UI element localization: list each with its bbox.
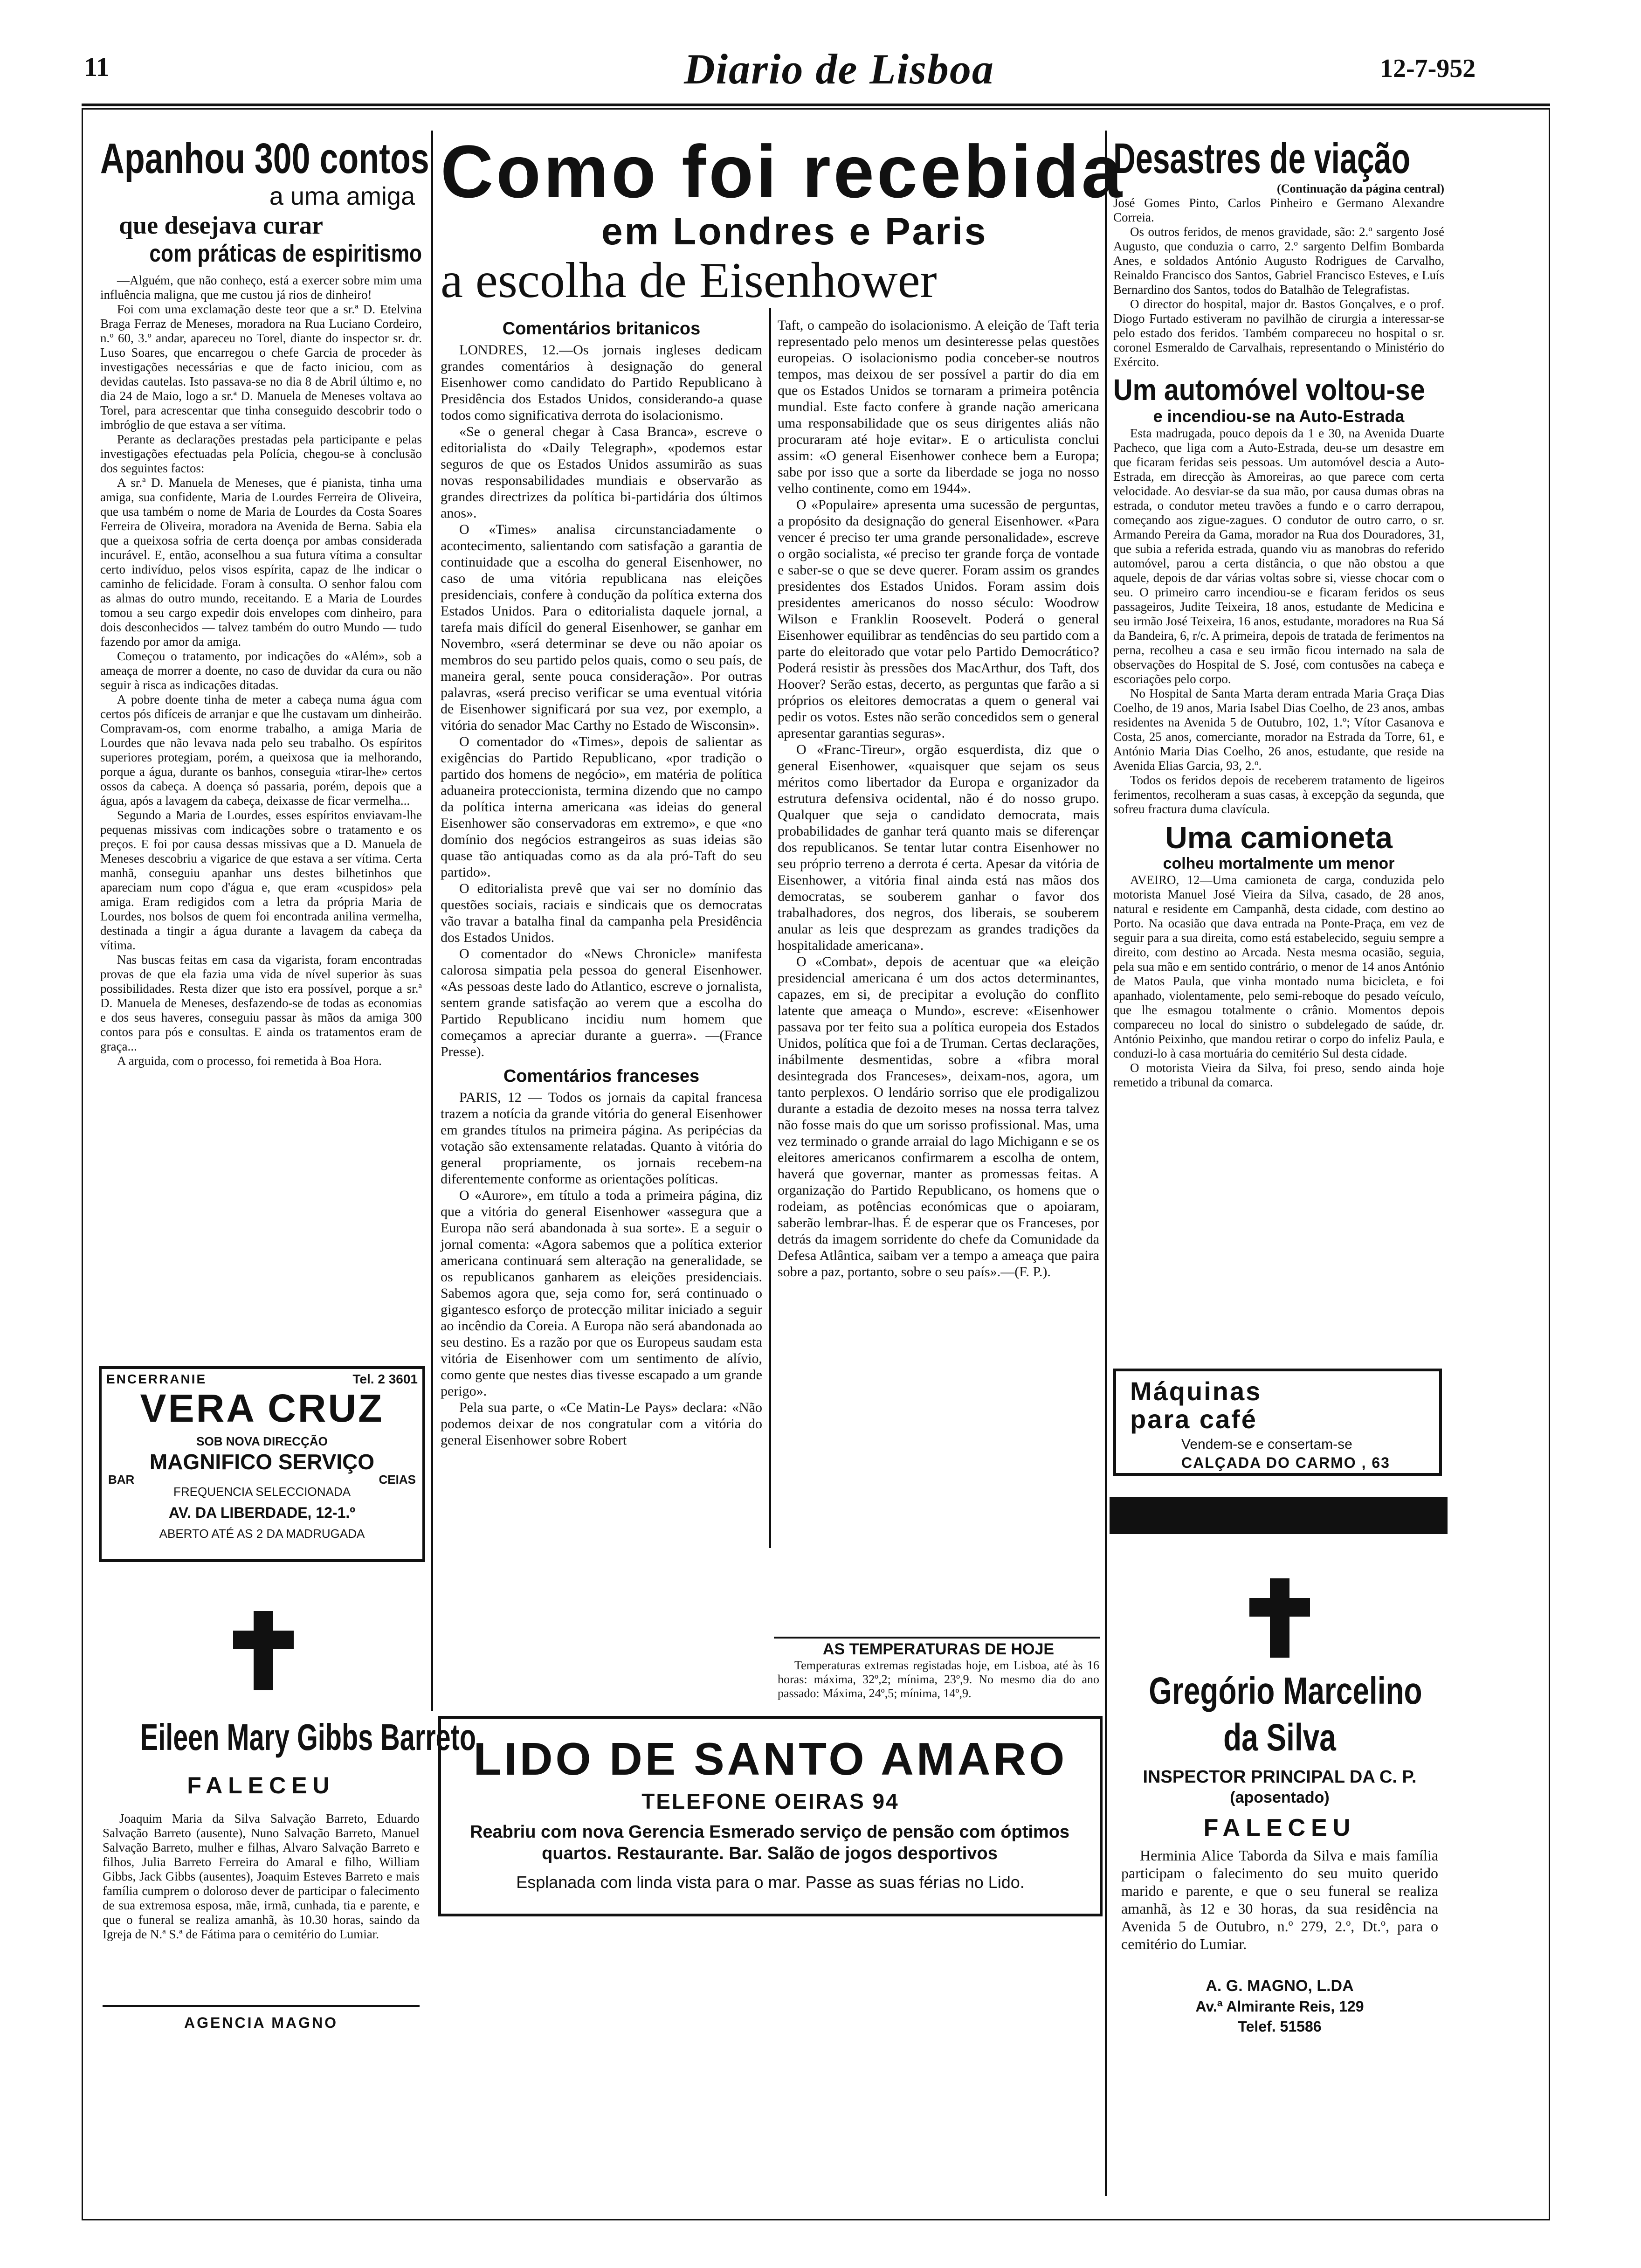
obit2-name-2: da Silva — [1223, 1716, 1336, 1759]
main-deck: a escolha de Eisenhower — [441, 253, 937, 308]
paragraph: José Gomes Pinto, Carlos Pinheiro e Germano Alexandre Correia. — [1113, 196, 1444, 224]
ad-sub3: FREQUENCIA SELECCIONADA — [173, 1485, 351, 1499]
paragraph: O editorialista prevê que vai ser no domínio das questões sociais, raciais e sindicais que os democratas vão travar a batalha final da campanha pela Presidência dos Estados Unidos. — [441, 881, 762, 945]
column-4-article — [1113, 135, 1444, 1090]
paragraph: «Se o general chegar à Casa Branca», escreve o editorialista do «Daily Telegraph», «podemos estar seguros de que os Estados Unidos assumirão as suas novas responsabilidades mundiais e observarão as grandes directrizes da política bi-partidária dos últimos anos». — [441, 424, 762, 521]
vera-cruz-ad — [99, 1366, 425, 1562]
col4-headline-2: Um automóvel voltou-se — [1113, 373, 1425, 407]
fr-body — [441, 1089, 762, 1448]
main-column-2 — [441, 316, 762, 1448]
paragraph: Herminia Alice Taborda da Silva e mais família participam o falecimento do seu muito querido marido e parente, e que o seu funeral se realiza amanhã, às 12 e 30 horas, da sua residência na Avenida 5 de Outubro, n.º 279, 2.º, Dt.º, para o cemitério do Lumiar. — [1121, 1847, 1438, 1952]
col4-body-3 — [1113, 873, 1444, 1090]
temperature-box — [778, 1640, 1099, 1701]
paragraph: Começou o tratamento, por indicações do «Além», sob a ameaça de morrer a doente, no caso de duvidar da cura ou não seguir à risca as indicações ditadas. — [100, 649, 422, 692]
obit1-faleceu: FALECEU — [187, 1772, 335, 1798]
col3-body — [778, 317, 1099, 1280]
obit2-faleceu: FALECEU — [1203, 1814, 1356, 1841]
cafe-line2: para café — [1130, 1404, 1257, 1434]
paragraph: Perante as declarações prestadas pela participante e pelas investigações efectuadas pela Polícia, chegou-se à conclusão dos seguintes factos: — [100, 432, 422, 475]
paragraph: No Hospital de Santa Marta deram entrada Maria Graça Dias Coelho, de 19 anos, Maria Isabel Dias Coelho, de 23 anos, ambas residentes na Avenida 5 de Outubro, 102, 1.º; Vítor Casanova e Costa, 25 anos, comerciante, morador na Estrada da Torre, 61, e António Maria Dias Coelho, 26 anos, estudante, que reside na Avenida Elias Garcia, 93, 2.º. — [1113, 686, 1444, 773]
main-column-3 — [778, 317, 1099, 1280]
paragraph: Joaquim Maria da Silva Salvação Barreto, Eduardo Salvação Barreto (ausente), Nuno Salvação Barreto, Manuel Salvação Barreto, mulher e filhas, Alvaro Salvação Barreto e filhos, Julia Barreto Ferreira do Amaral e filho, William Gibbs, Jack Gibbs (ausentes), Joaquim Esteves Barreto e mais família cumprem o doloroso dever de participar o falecimento de sua extremosa esposa, mãe, irmã, cunhada, tia e parente, e que o funeral se realiza amanhã, às 10.30 horas, saindo da Igreja de N.ª S.ª de Fátima para o cemitério do Lumiar. — [103, 1812, 420, 1941]
obit1-agency: AGENCIA MAGNO — [184, 2014, 338, 2031]
ad-sub2: MAGNIFICO SERVIÇO — [149, 1450, 375, 1474]
cross-icon — [1249, 1578, 1310, 1658]
page-number: 11 — [84, 52, 110, 82]
col1-subheadline-b: que desejava curar — [119, 211, 323, 239]
cafe-black-band — [1110, 1497, 1448, 1534]
lido-line1: Reabriu com nova Gerencia Esmerado serviço de pensão com óptimos quartos. Restaurante. Bar. Salão de jogos desportivos — [469, 1822, 1070, 1863]
masthead-rule — [82, 104, 1550, 106]
col4-body-2 — [1113, 426, 1444, 816]
paragraph: O comentador do «News Chronicle» manifesta calorosa simpatia pela pessoa do general Eisenhower. «As pessoas deste lado do Atlantico, escreve o jornalista, sentem grande satisfação ao verem que a escolha do Partido Republicano incidiu num homem que começamos a apreciar durante a guerra». —(France Presse). — [441, 946, 762, 1059]
paragraph: O «Populaire» apresenta uma sucessão de perguntas, a propósito da designação do general Eisenhower. «Para vencer é preciso ter uma grande personalidade», escreve o orgão socialista, «é preciso ter grande força de vontade e saber-se o que se deve querer. Foram assim os grandes presidentes dos Estados Unidos. Foram assim dois presidentes americanos do nosso século: Woodrow Wilson e Franklin Roosevelt. Poderá o general Eisenhower equilibrar as tendências do seu partido com a parte do eleitorado que votar pelo Partido Democrático? Poderá resistir às pressões dos MacArthur, dos Taft, dos Hoover? Serão estas, decerto, as perguntas que farão a si próprios os eleitores democratas a quem o general vai pedir os votos. Estes não serão concedidos sem o general apresentar garantias seguras». — [778, 497, 1099, 741]
ad-sub1: SOB NOVA DIRECÇÃO — [196, 1434, 328, 1448]
main-headline: Como foi recebida — [441, 130, 1125, 213]
cafe-machines-ad — [1113, 1369, 1442, 1476]
sub-fr: Comentários franceses — [503, 1066, 700, 1086]
column-1-article — [100, 135, 429, 1068]
cafe-line1: Máquinas — [1130, 1376, 1262, 1406]
paragraph: A pobre doente tinha de meter a cabeça numa água com certos pós difíceis de arranjar e que lhe custavam um dinheirão. Compravam-os, com enorme trabalho, a amiga Maria de Lourdes que não levava nada pelo seu trabalho. Os espíritos superiores protegiam, porém, a queixosa que ia melhorando, porque a água, durante os banhos, conseguia «tirar-lhe» certos ossos da cabeça. A doença só passaria, porém, depois que a água, após a lavagem da cabeça, deixasse de ficar vermelha... — [100, 692, 422, 808]
masthead-title: Diario de Lisboa — [684, 45, 994, 93]
obit2-title-2: (aposentado) — [1230, 1789, 1330, 1806]
paragraph: LONDRES, 12.—Os jornais ingleses dedicam grandes comentários à designação do general Eisenhower como candidato do Partido Republicano à Presidência dos Estados Unidos, considerando-a quase todos como significativa derrota do isolacionismo. — [441, 342, 762, 423]
paragraph: A arguida, com o processo, foi remetida à Boa Hora. — [117, 1054, 382, 1068]
col1-headline: Apanhou 300 contos — [100, 135, 429, 182]
column-rule-1 — [431, 131, 433, 1711]
col1-subheadline-c: com práticas de espiritismo — [149, 240, 422, 267]
paragraph: O motorista Vieira da Silva, foi preso, sendo ainda hoje remetido a tribunal da comarca. — [1113, 1061, 1444, 1089]
col4-body — [1113, 196, 1444, 369]
paragraph: PARIS, 12 — Todos os jornais da capital francesa trazem a notícia da grande vitória do general Eisenhower em grandes títulos na primeira página. As peripécias da votação são extensamente relatadas. Quanto à vitória do general propriamente, os jornais recebem-na diferentemente conforme as orientações políticas. — [441, 1090, 762, 1187]
sub-brit: Comentários britanicos — [502, 319, 701, 339]
paragraph: Esta madrugada, pouco depois da 1 e 30, na Avenida Duarte Pacheco, que liga com a Auto-Estrada, deu-se um desastre em que ficaram feridas seis pessoas. Um automóvel descia a Auto-Estrada, em direcção às Amoreiras, ao que parece com certa velocidade. Ao desviar-se da sua mão, por causa dumas obras na estrada, o condutor meteu travões a fundo e o carro derrapou, começando aos zigue-zagues. O condutor de outro carro, o sr. Armando Pereira da Gama, morador na Rua dos Douradores, 31, que subia a referida estrada, quando viu as manobras do referido automóvel, parou a certa distância, o que não obstou a que aquele, depois de dar várias voltas sobre si, viesse chocar com o seu. O primeiro carro incendiou-se e ficaram feridos os seus passageiros, Judite Teixeira, 18 anos, estudante de Medicina e seu irmão José Teixeira, 16 anos, estudante, moradores na Rua Sá da Bandeira, 6, r/c. A primeira, depois de tratada de ferimentos na perna, recolheu a casa e seu irmão ficou internado na sala de observações do Hospital de S. José, com contusões na cabeça e escoriações pelo corpo. — [1113, 426, 1444, 686]
obit1-rule — [103, 2005, 420, 2007]
lido-phone: TELEFONE OEIRAS 94 — [641, 1789, 899, 1813]
paragraph: O comentador do «Times», depois de salientar as exigências do Partido Republicano, «por tradição o partido dos homens de negócio», em matéria de política aduaneira proteccionista, termina dizendo que no campo da política interna americana «as ideias do general Eisenhower são conservadoras em extremo», e que «no domínio dos negócios estrangeiros as suas ideias são quase tão antiquadas como as da ala pró-Taft do seu partido». — [441, 734, 762, 880]
col1-subheadline-a: a uma amiga — [269, 182, 415, 210]
paragraph: O «Aurore», em título a toda a primeira página, diz que a vitória do general Eisenhower «assegura que a Europa não será abandonada à sua sorte». E a seguir o jornal comenta: «Agora sabemos que a política exterior americana continuará sem alteração na generalidade, se os republicanos ganharem as eleições presidenciais. Sabemos agora que, seja como for, será continuado o gigantesco esforço de protecção militar iniciado a seguir ao incêndio da Coreia. A Europa não será abandonada ao seu destino. Es a razão por que os Europeus saudam esta vitória de Eisenhower com um sentimento de alívio, como gente que nestes dias tivesse escapado a um grande perigo». — [441, 1188, 762, 1399]
col4-subheadline-3: colheu mortalmente um menor — [1163, 855, 1395, 872]
cafe-line4: CALÇADA DO CARMO , 63 — [1181, 1454, 1390, 1471]
ad-name: VERA CRUZ — [140, 1386, 384, 1430]
obit1-name: Eileen Mary Gibbs Barreto — [140, 1716, 476, 1758]
ad-ceias: CEIAS — [379, 1473, 416, 1487]
masthead-date: 12-7-952 — [1380, 54, 1476, 83]
temperature-text — [778, 1659, 1099, 1701]
ad-hours: ABERTO ATÉ AS 2 DA MADRUGADA — [159, 1527, 365, 1541]
paragraph: —Alguém, que não conheço, está a exercer sobre mim uma influência maligna, que me custou já rios de dinheiro! — [100, 273, 422, 302]
temperature-title: AS TEMPERATURAS DE HOJE — [822, 1640, 1055, 1658]
lido-ad — [438, 1716, 1103, 1916]
col4-headline-3: Uma camioneta — [1165, 820, 1393, 855]
cafe-line3: Vendem-se e consertam-se — [1181, 1437, 1352, 1452]
temperature-top-rule — [774, 1637, 1100, 1639]
col1-body — [100, 273, 422, 1068]
column-rule-3 — [1105, 131, 1107, 2196]
paragraph: Pela sua parte, o «Ce Matin-Le Pays» declara: «Não podemos deixar de nos congratular com a vitória do general Eisenhower sobre Robert — [441, 1400, 762, 1448]
paragraph: Os outros feridos, de menos gravidade, são: 2.º sargento José Augusto, que conduzia o carro, 2.º sargento Delfim Bombarda Anes, e soldados António Augusto Rodrigues de Carvalho, Reinaldo Francisco dos Santos, Gabriel Francisco Esteves, e Luís Bernardino dos Santos, todos do Batalhão de Telegrafistas. — [1113, 225, 1444, 297]
paragraph: Temperaturas extremas registadas hoje, em Lisboa, até às 16 horas: máxima, 32º,2; mínima, 23º,9. No mesmo dia do ano passado: Máxima, 24º,5; mínima, 14º,9. — [778, 1659, 1099, 1700]
ad-bar: BAR — [108, 1473, 135, 1487]
column-rule-2 — [769, 308, 771, 1548]
obit1-text — [103, 1812, 420, 1942]
paragraph: O «Times» analisa circunstanciadamente o acontecimento, salientando com satisfação a garantia de continuidade que a escolha do general Eisenhower, no caso de uma vitória republicana nas eleições presidenciais, confere à condução da política externa dos Estados Unidos. Para o editorialista daquele jornal, a tarefa mais difícil do general Eisenhower, se ganhar em Novembro, «será determinar se deve ou não apoiar os membros do seu partido pelos quais, como o seu país, de maneira geral, sente pouca consideração». Por outras palavras, «será preciso verificar se uma eventual vitória de Eisenhower significará por sua vez, por exemplo, a vitória do senador Mac Carthy no Estado de Wisconsin». — [441, 522, 762, 733]
col4-headline: Desastres de viação — [1113, 135, 1411, 182]
paragraph: Segundo a Maria de Lourdes, esses espíritos enviavam-lhe pequenas missivas com indicações sobre o tratamento e os preços. E foi por causa dessas missivas que a D. Manuela de Meneses descobriu a vigarice de que estava a ser vítima. Certa manhã, conseguiu apanhar uns destes bilhetinhos que apareciam num copo d'água e, que eram «cuspidos» pela amiga. Eram redigidos com a letra da própria Maria de Lourdes, nos bolsos de quem foi encontrada anilina vermelha, destinada a tingir a água durante a lavagem da cabeça da vítima. — [100, 808, 422, 952]
paragraph: O director do hospital, major dr. Bastos Gonçalves, e o prof. Diogo Furtado estiveram no pavilhão de cirurgia a interessar-se pelo estado dos feridos. Também compareceu no hospital o sr. coronel Esmeraldo de Carvalhais, representando o Ministério do Exército. — [1113, 297, 1444, 369]
obit2-agency-3: Telef. 51586 — [1238, 2018, 1322, 2035]
paragraph: O «Franc-Tireur», orgão esquerdista, diz que o general Eisenhower, «quaisquer que sejam os seus méritos como libertador da Europa e organizador da estrutura defensiva ocidental, não é do nosso grupo. Qualquer que seja o candidato democrata, mais probabilidades de ganhar terá quanto mais se diferençar dos republicanos. Se tentar lutar contra Eisenhower no seu próprio terreno a derrota é certa. Apesar da vitória de Eisenhower, a vitória final ainda está nas mãos dos democratas, se souberem ganhar o favor dos trabalhadores, dos negros, dos liberais, se souberem anular as leis que desprezam as grandes tradições da hospitalidade americana». — [778, 742, 1099, 953]
obit2-text — [1121, 1846, 1438, 1953]
brit-body — [441, 342, 762, 1060]
lido-line2: Esplanada com linda vista para o mar. Passe as suas férias no Lido. — [516, 1873, 1025, 1892]
paragraph: AVEIRO, 12—Uma camioneta de carga, conduzida pelo motorista Manuel José Vieira da Silva, casado, de 28 anos, natural e residente em Campanhã, desta cidade, com destino ao Porto. Na ocasião que dava entrada na Ponte-Praça, em vez de seguir para a sua direita, como está estabelecido, seguiu sempre a direito, com destino ao Arcada. Nesta mesma ocasião, seguia, pela sua mão e em sentido contrário, o menor de 14 anos António de Matos Paula, que vinha montado numa bicicleta, e foi apanhado, violentamente, pelo semi-reboque do pesado veículo, que lhe esmagou totalmente o crânio. Momentos depois compareceu no local do sinistro o subdelegado de saúde, dr. António Peixinho, que mandou retirar o corpo do infeliz Paula, e conduzi-lo à casa mortuária do cemitério Sul desta cidade. — [1113, 873, 1444, 1060]
paragraph: Nas buscas feitas em casa da vigarista, foram encontradas provas de que ela fazia uma vida de nível superior às suas possibilidades. Resta dizer que isto era possível, porque a sr.ª D. Manuela de Meneses, desfazendo-se de todas as economias e dos seus haveres, conseguiu passar às mãos da amiga 300 contos para pós e consultas. E ainda os tratamentos eram de graça... — [100, 953, 422, 1053]
ad-phone: Tel. 2 3601 — [352, 1372, 418, 1386]
ad-address: AV. DA LIBERDADE, 12-1.º — [169, 1504, 355, 1521]
obit2-agency-2: Av.ª Almirante Reis, 129 — [1195, 1998, 1364, 2015]
paragraph: O «Combat», depois de acentuar que «a eleição presidencial americana é um dos actos determinantes, capazes, em si, de precipitar a evolução do conflito latente que ameaça o Mundo», escreve: «Eisenhower passava por ter feito sua a política europeia dos Estados Unidos, política que foi a de Truman. Certas declarações, inábilmente desmentidas, sobre a «fibra moral desintegrada dos Franceses», deixam-nos, agora, um tanto perplexos. O lendário sorriso que ele prodigalizou durante a estadia de dezoito meses na nossa terra talvez não fosse mais do que um sorisso profissional. Mas, uma vez terminado o grande arraial do lago Michigann e se os eleitores americanos confirmarem a escolha de ontem, haverá que governar, manter as promessas feitas. A organização do Partido Republicano, os homens que o rodeiam, as potências económicas que o apoiaram, saberão lembrar-lhas. É de esperar que os Franceses, por detrás da imagem sorridente do chefe da Comunidade da Defesa Atlântica, saibam ver a tempo a ameaça que paira sobre a paz, portanto, sobre o seu país».—(F. P.). — [778, 954, 1099, 1279]
obit2-agency-1: A. G. MAGNO, L.DA — [1206, 1977, 1354, 1995]
obit2-title-1: INSPECTOR PRINCIPAL DA C. P. — [1143, 1767, 1417, 1787]
main-subheadline: em Londres e Paris — [601, 210, 988, 253]
lido-name: LIDO DE SANTO AMARO — [473, 1733, 1068, 1784]
obit2-name-1: Gregório Marcelino — [1149, 1670, 1422, 1712]
col4-subheadline-2: e incendiou-se na Auto-Estrada — [1153, 407, 1405, 426]
paragraph: Todos os feridos depois de receberem tratamento de ligeiros ferimentos, recolheram a suas casas, à excepção da segunda, que sofreu fractura duma clavícula. — [1113, 773, 1444, 816]
ad-top-left: ENCERRANIE — [106, 1372, 207, 1386]
col4-continuation: (Continuação da página central) — [1277, 182, 1444, 195]
paragraph: A sr.ª D. Manuela de Meneses, que é pianista, tinha uma amiga, sua confidente, Maria de Lourdes Ferreira de Oliveira, que usa também o nome de Maria de Lourdes da Costa Soares Ferreira de Oliveira, moradora na Avenida de Berna. Sabia ela que a queixosa sofria de certa doença por ambas considerada incurável. E, então, aconselhou a sua futura vítima a consultar certo indivíduo, pelos visos espírita, capaz de lhe indicar o caminho de felicidade. Foram à consulta. O senhor falou com as almas do outro mundo, receitando. E a Maria de Lourdes tomou a seu cargo expedir dois envelopes com dinheiro, para dois desconhecidos — talvez também do outro Mundo — tudo fazendo por amor da amiga. — [100, 476, 422, 649]
paragraph: Foi com uma exclamação deste teor que a sr.ª D. Etelvina Braga Ferraz de Meneses, moradora na Rua Luciano Cordeiro, n.º 60, 3.º andar, apareceu no Torel, diante do inspector sr. dr. Luso Soares, que encarregou o chefe Garcia de proceder às investigações necessárias e que de facto iniciou, com as devidas cautelas. Isto passava-se no dia 8 de Abril último e, no dia 24 de Maio, logo a sr.ª D. Manuela de Meneses voltava ao Torel, para acrescentar que tinha conseguido descobrir todo o imbróglio de que estava a ser vítima. — [100, 302, 422, 432]
cross-icon — [233, 1611, 294, 1690]
paragraph: Taft, o campeão do isolacionismo. A eleição de Taft teria representado pelo menos um desinteresse pelas questões europeias. O isolacionismo podia conceber-se noutros tempos, mas deixou de ser possível a partir do dia em que os Estados Unidos se tornaram a primeira potência mundial. Este facto confere à grande nação americana uma responsabilidade que os seus dirigentes aliás não procuraram até hoje evitar». E o articulista conclui assim: «O general Eisenhower conhece bem a Europa; sabe por isso que a sorte da liberdade se joga no nosso velho continente, como em 1944». — [778, 318, 1099, 496]
